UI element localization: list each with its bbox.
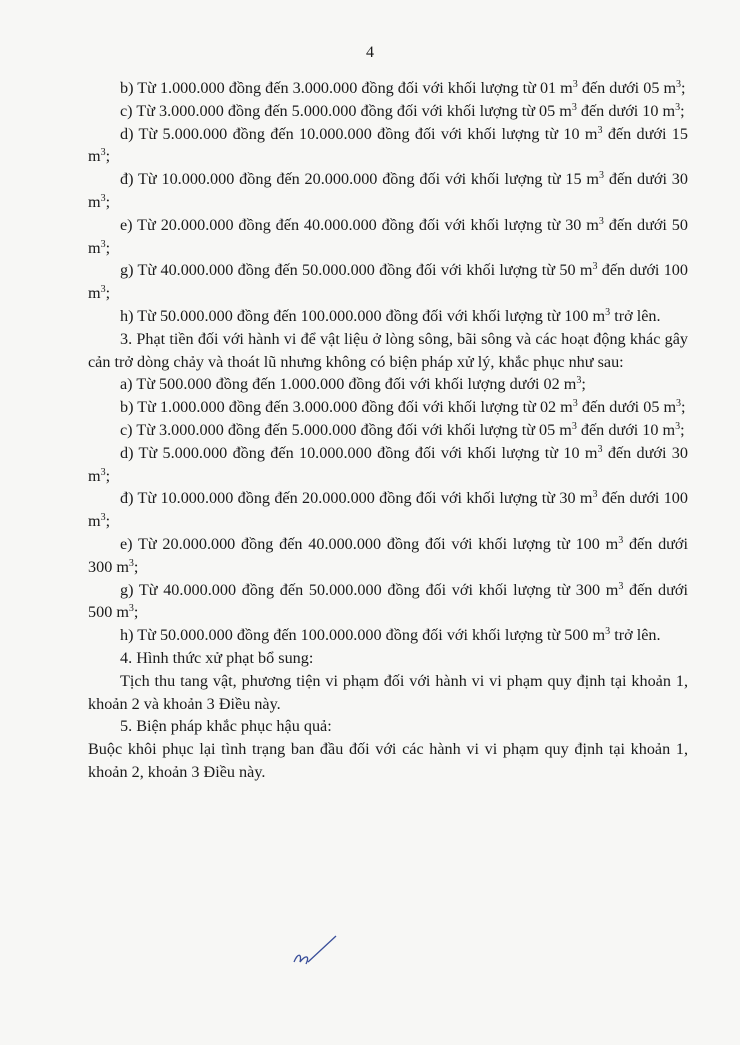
clause-4-body: Tịch thu tang vật, phương tiện vi phạm đối với hành vi vi phạm quy định tại khoản 1, khoản 2 và khoản 3 Điều này.	[88, 671, 688, 713]
clause-2-items	[88, 77, 688, 328]
clause-2-item: b) Từ 1.000.000 đồng đến 3.000.000 đồng đối với khối lượng từ 01 $m^3$ đến dưới 05 $m^3$;	[120, 79, 686, 97]
clause-3-item: h) Từ 50.000.000 đồng đến 100.000.000 đồng đối với khối lượng từ 500 $m^3$ trở lên.	[120, 626, 661, 645]
clause-3-item: c) Từ 3.000.000 đồng đến 5.000.000 đồng đối với khối lượng từ 05 $m^3$ đến dưới 10 $m^3$;	[120, 420, 685, 439]
clause-3-items	[88, 373, 688, 647]
document-body	[88, 77, 688, 784]
clause-2-item: d) Từ 5.000.000 đồng đến 10.000.000 đồng đối với khối lượng từ 10 $m^3$ đến dưới 15 $m^3$;	[88, 124, 688, 166]
clause-2-item: e) Từ 20.000.000 đồng đến 40.000.000 đồng đối với khối lượng từ 30 $m^3$ đến dưới 50 $m^3$;	[88, 215, 688, 257]
clause-5-body: Buộc khôi phục lại tình trạng ban đầu đối với các hành vi vi phạm quy định tại khoản 1, khoản 2, khoản 3 Điều này.	[88, 740, 688, 781]
clause-3-item: e) Từ 20.000.000 đồng đến 40.000.000 đồng đối với khối lượng từ 100 $m^3$ đến dưới 300 $m^3$;	[88, 534, 688, 576]
page-number: 4	[366, 44, 374, 61]
clause-3-item: d) Từ 5.000.000 đồng đến 10.000.000 đồng đối với khối lượng từ 10 $m^3$ đến dưới 30 $m^3$;	[88, 443, 688, 485]
clause-3-item: đ) Từ 10.000.000 đồng đến 20.000.000 đồng đối với khối lượng từ 30 $m^3$ đến dưới 100 $m^3$;	[88, 489, 688, 531]
clause-2-item: c) Từ 3.000.000 đồng đến 5.000.000 đồng đối với khối lượng từ 05 $m^3$ đến dưới 10 $m^3$;	[120, 101, 685, 120]
clause-2-item: đ) Từ 10.000.000 đồng đến 20.000.000 đồng đối với khối lượng từ 15 $m^3$ đến dưới 30 $m^3$;	[88, 170, 688, 211]
clause-3-item: g) Từ 40.000.000 đồng đến 50.000.000 đồng đối với khối lượng từ 300 $m^3$ đến dưới 500 $m^3$;	[88, 580, 688, 622]
clause-3-intro: 3. Phạt tiền đối với hành vi để vật liệu ở lòng sông, bãi sông và các hoạt động khác gây cản trở dòng chảy và thoát lũ nhưng không có biện pháp xử lý, khắc phục như sau:	[88, 329, 688, 371]
clause-3-item: b) Từ 1.000.000 đồng đến 3.000.000 đồng đối với khối lượng từ 02 $m^3$ đến dưới 05 $m^3$;	[120, 398, 686, 417]
initial-signature	[288, 932, 338, 968]
clause-5-title: 5. Biện pháp khắc phục hậu quả:	[120, 717, 332, 736]
clause-4-title: 4. Hình thức xử phạt bổ sung:	[120, 648, 314, 667]
clause-2-item: g) Từ 40.000.000 đồng đến 50.000.000 đồng đối với khối lượng từ 50 $m^3$ đến dưới 100 $m^3$;	[88, 261, 688, 303]
clause-3-item: a) Từ 500.000 đồng đến 1.000.000 đồng đối với khối lượng dưới 02 $m^3$;	[120, 375, 586, 394]
clause-2-item: h) Từ 50.000.000 đồng đến 100.000.000 đồng đối với khối lượng từ 100 $m^3$ trở lên.	[120, 306, 661, 325]
